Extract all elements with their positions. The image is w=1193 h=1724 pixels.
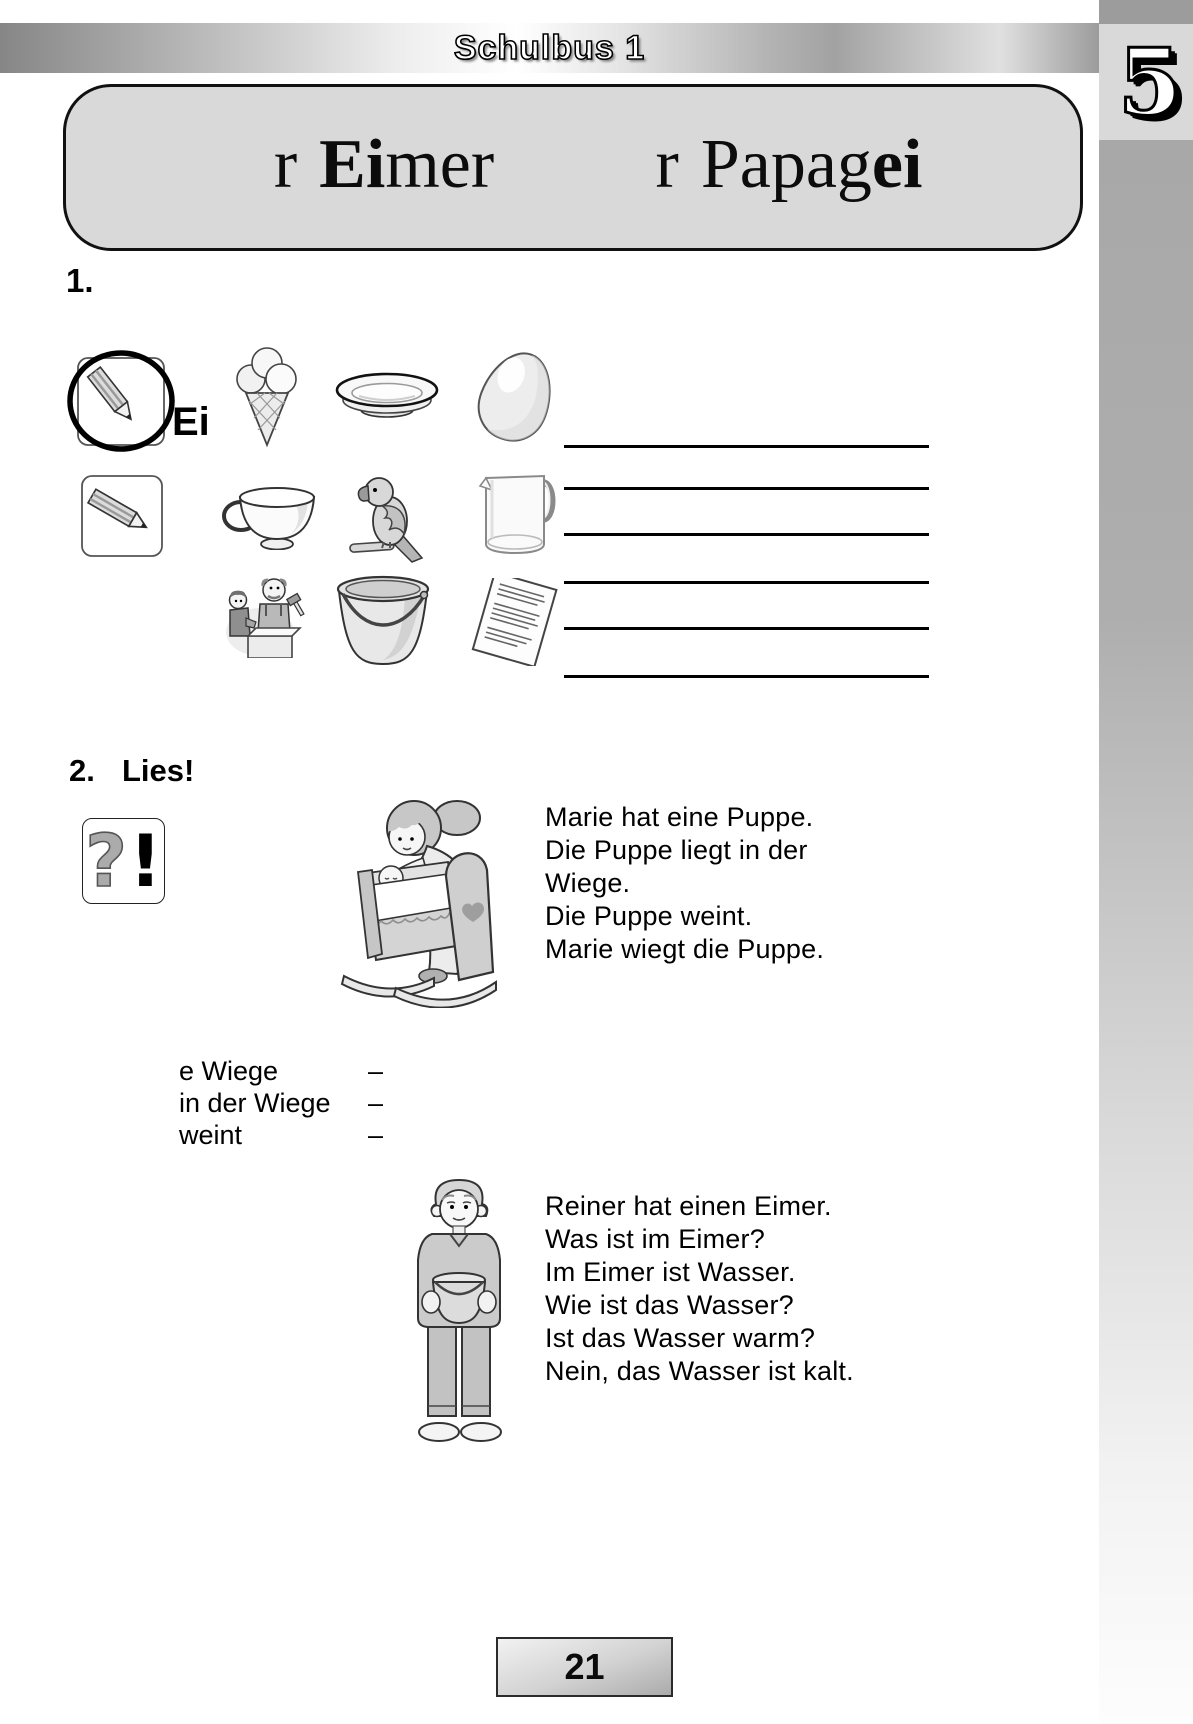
text-line: Wiege.: [545, 868, 631, 898]
vocab-row: [179, 1120, 459, 1152]
exercise2-number: 2.: [69, 753, 95, 788]
exclamation-glyph: !: [128, 819, 162, 903]
header-bar: [0, 23, 1099, 73]
bucket-illustration: [335, 574, 431, 666]
reading-text-reiner: [545, 1190, 854, 1388]
circled-pencil-icon: [64, 346, 186, 456]
write-line: [564, 581, 929, 584]
text-line: Was ist im Eimer?: [545, 1224, 765, 1254]
plate-illustration: [333, 370, 441, 422]
page-number-box: [496, 1637, 673, 1697]
write-line: [564, 487, 929, 490]
ice-cream-illustration: [236, 346, 298, 448]
pencil-icon: [80, 474, 164, 558]
title-word-eimer: r Eimer: [273, 125, 495, 203]
exercise2-title: Lies!: [122, 753, 195, 788]
question-mark-glyph: ?: [85, 819, 127, 903]
title-word-papagei: r Papagei: [655, 125, 923, 203]
vocab-dash: –: [368, 1120, 384, 1150]
boy-bucket-illustration: [398, 1176, 520, 1450]
craftsman-with-boy-illustration: [218, 574, 315, 658]
reading-text-marie: [545, 801, 824, 966]
vocab-term: weint: [179, 1120, 243, 1150]
exercise1-number: 1.: [66, 262, 94, 299]
vocab-term: e Wiege: [179, 1056, 279, 1086]
unit-number: 5: [1117, 28, 1182, 136]
page-number: 21: [564, 1646, 605, 1687]
vocab-row: [179, 1056, 459, 1088]
sidebar-top-block: [1099, 0, 1193, 24]
write-line: [564, 445, 929, 448]
circle-label: Ei: [172, 400, 210, 444]
vocab-term: in der Wiege: [179, 1088, 331, 1118]
cup-illustration: [215, 486, 319, 550]
text-line: Wie ist das Wasser?: [545, 1290, 794, 1320]
text-line: Die Puppe weint.: [545, 901, 753, 931]
vocab-dash: –: [368, 1056, 384, 1086]
text-line: Reiner hat einen Eimer.: [545, 1191, 832, 1221]
jug-illustration: [478, 466, 560, 554]
parrot-illustration: [348, 464, 430, 566]
girl-cradle-illustration: [330, 786, 502, 1008]
sidebar-column: [1099, 140, 1193, 1724]
write-line: [564, 627, 929, 630]
unit-number-badge: [1099, 24, 1193, 140]
text-line: Nein, das Wasser ist kalt.: [545, 1356, 854, 1386]
egg-illustration: [474, 348, 558, 446]
write-line: [564, 533, 929, 536]
vocab-row: [179, 1088, 459, 1120]
text-line: Marie wiegt die Puppe.: [545, 934, 825, 964]
book-title: Schulbus 1: [453, 28, 646, 67]
lesson-title-box: [63, 84, 1083, 251]
vocab-dash: –: [368, 1088, 384, 1118]
text-line: Im Eimer ist Wasser.: [545, 1257, 796, 1287]
text-line: Marie hat eine Puppe.: [545, 802, 814, 832]
text-line: Die Puppe liegt in der: [545, 835, 808, 865]
question-exclamation-icon: [82, 818, 165, 904]
text-line: Ist das Wasser warm?: [545, 1323, 816, 1353]
write-line: [564, 675, 929, 678]
letter-illustration: [466, 578, 566, 666]
